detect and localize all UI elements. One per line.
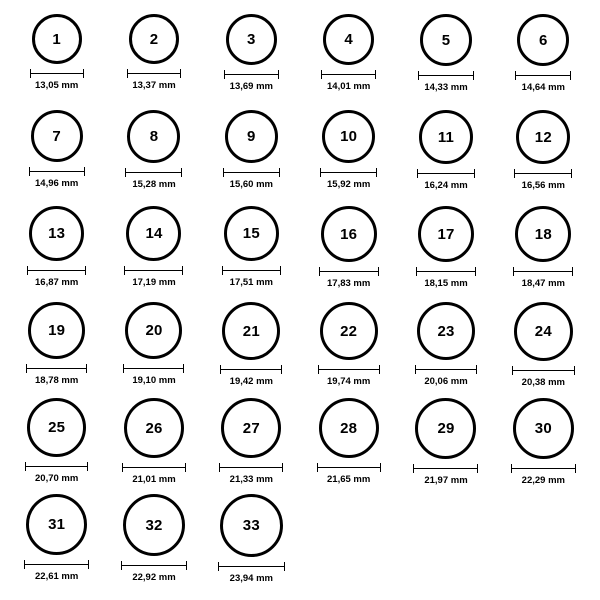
measure-tick-left xyxy=(27,266,28,275)
measure-tick-right xyxy=(181,168,182,177)
ring-size-label: 12 xyxy=(534,128,552,146)
measure-tick-left xyxy=(318,365,319,374)
ring-size-grid xyxy=(8,14,592,590)
ring-size-cell xyxy=(203,110,300,206)
diameter-measure-bar xyxy=(127,69,181,78)
measure-tick-right xyxy=(570,71,571,80)
diameter-measure-bar xyxy=(121,561,187,570)
ring-size-cell xyxy=(300,398,397,494)
measure-tick-left xyxy=(515,71,516,80)
ring-circle xyxy=(517,14,569,66)
diameter-value: 22,29 mm xyxy=(521,475,565,486)
diameter-measure-bar xyxy=(413,464,478,473)
measure-tick-right xyxy=(84,167,85,176)
diameter-measure-bar xyxy=(415,365,477,374)
diameter-value: 19,74 mm xyxy=(327,376,371,387)
ring-circle xyxy=(28,302,85,359)
ring-size-label: 33 xyxy=(242,517,260,534)
ring-circle xyxy=(31,110,83,162)
measure-tick-right xyxy=(572,267,573,276)
measure-tick-right xyxy=(473,71,474,80)
ring-circle xyxy=(127,110,180,163)
measure-tick-right xyxy=(475,267,476,276)
measure-tick-left xyxy=(223,168,224,177)
ring-size-cell xyxy=(495,398,592,494)
diameter-measure-bar xyxy=(416,267,476,276)
diameter-measure-bar xyxy=(218,562,285,571)
ring-size-label: 10 xyxy=(340,128,358,145)
ring-size-cell xyxy=(105,302,202,398)
measure-tick-right xyxy=(380,463,381,472)
diameter-measure-bar xyxy=(29,167,85,176)
measure-line xyxy=(318,369,380,370)
ring-circle xyxy=(124,398,184,458)
ring-size-cell xyxy=(203,494,300,590)
ring-size-label: 26 xyxy=(145,419,163,437)
measure-tick-right xyxy=(85,266,86,275)
ring-size-label: 7 xyxy=(52,127,61,145)
measure-tick-right xyxy=(182,266,183,275)
measure-tick-left xyxy=(319,267,320,276)
diameter-value: 14,64 mm xyxy=(521,82,565,93)
diameter-value: 17,51 mm xyxy=(229,277,273,288)
ring-size-label: 27 xyxy=(242,419,260,437)
ring-size-label: 2 xyxy=(149,30,159,48)
measure-line xyxy=(218,566,285,567)
ring-size-cell xyxy=(8,302,105,398)
measure-tick-right xyxy=(185,463,186,472)
measure-line xyxy=(30,73,84,74)
ring-size-cell xyxy=(397,110,494,206)
ring-circle xyxy=(322,110,375,163)
diameter-measure-bar xyxy=(321,70,376,79)
ring-size-label: 5 xyxy=(441,31,451,49)
ring-size-label: 31 xyxy=(48,516,66,533)
diameter-measure-bar xyxy=(125,168,182,177)
ring-size-label: 25 xyxy=(48,419,66,436)
diameter-value: 22,92 mm xyxy=(132,572,176,583)
ring-size-label: 1 xyxy=(52,30,61,48)
diameter-measure-bar xyxy=(418,71,474,80)
diameter-measure-bar xyxy=(25,462,88,471)
measure-tick-left xyxy=(25,462,26,471)
ring-circle xyxy=(222,302,280,360)
ring-size-label: 11 xyxy=(437,128,455,146)
measure-tick-left xyxy=(30,69,31,78)
diameter-measure-bar xyxy=(122,463,186,472)
ring-circle xyxy=(319,398,379,458)
diameter-value: 18,15 mm xyxy=(424,278,468,289)
ring-size-cell xyxy=(105,110,202,206)
ring-circle xyxy=(221,398,281,458)
measure-line xyxy=(320,172,377,173)
measure-tick-left xyxy=(124,266,125,275)
diameter-value: 21,97 mm xyxy=(424,475,468,486)
ring-circle xyxy=(513,398,574,459)
ring-circle xyxy=(321,206,377,262)
measure-tick-left xyxy=(220,365,221,374)
diameter-value: 19,10 mm xyxy=(132,375,176,386)
measure-tick-left xyxy=(512,366,513,375)
ring-circle xyxy=(225,110,278,163)
diameter-value: 14,01 mm xyxy=(327,81,371,92)
diameter-value: 20,06 mm xyxy=(424,376,468,387)
ring-size-cell xyxy=(397,14,494,110)
ring-circle xyxy=(420,14,472,66)
measure-tick-left xyxy=(24,560,25,569)
measure-tick-left xyxy=(321,70,322,79)
measure-line xyxy=(121,565,187,566)
ring-circle xyxy=(226,14,277,65)
diameter-measure-bar xyxy=(26,364,87,373)
ring-size-label: 19 xyxy=(48,322,66,339)
measure-line xyxy=(223,172,280,173)
ring-size-label: 13 xyxy=(48,225,66,242)
measure-tick-left xyxy=(514,169,515,178)
ring-size-label: 15 xyxy=(242,225,260,242)
measure-tick-right xyxy=(282,463,283,472)
measure-tick-left xyxy=(511,464,512,473)
measure-tick-right xyxy=(180,69,181,78)
measure-line xyxy=(319,271,379,272)
measure-tick-right xyxy=(477,464,478,473)
measure-tick-left xyxy=(125,168,126,177)
measure-line xyxy=(127,73,181,74)
ring-size-label: 29 xyxy=(437,420,455,437)
measure-line xyxy=(222,270,281,271)
diameter-measure-bar xyxy=(417,169,475,178)
measure-tick-left xyxy=(320,168,321,177)
diameter-value: 19,42 mm xyxy=(229,376,273,387)
diameter-value: 20,38 mm xyxy=(521,377,565,388)
ring-circle xyxy=(323,14,374,65)
measure-line xyxy=(24,564,89,565)
ring-size-cell xyxy=(495,206,592,302)
measure-tick-right xyxy=(280,266,281,275)
diameter-measure-bar xyxy=(513,267,573,276)
ring-circle xyxy=(125,302,182,359)
ring-circle xyxy=(320,302,378,360)
measure-tick-right xyxy=(278,70,279,79)
measure-tick-right xyxy=(474,169,475,178)
measure-tick-left xyxy=(218,562,219,571)
ring-size-cell xyxy=(203,302,300,398)
measure-line xyxy=(514,173,572,174)
diameter-measure-bar xyxy=(319,267,379,276)
measure-tick-right xyxy=(281,365,282,374)
ring-size-cell xyxy=(8,206,105,302)
ring-circle xyxy=(29,206,84,261)
ring-size-label: 8 xyxy=(149,128,159,145)
diameter-measure-bar xyxy=(224,70,279,79)
measure-tick-left xyxy=(123,364,124,373)
ring-circle xyxy=(27,398,86,457)
diameter-value: 13,69 mm xyxy=(229,81,273,92)
ring-size-label: 24 xyxy=(534,323,552,340)
measure-tick-left xyxy=(317,463,318,472)
ring-size-cell xyxy=(8,110,105,206)
diameter-value: 17,83 mm xyxy=(327,278,371,289)
diameter-value: 15,92 mm xyxy=(327,179,371,190)
measure-line xyxy=(317,467,381,468)
ring-size-cell xyxy=(105,14,202,110)
measure-line xyxy=(512,370,575,371)
measure-tick-right xyxy=(87,462,88,471)
ring-size-cell xyxy=(8,398,105,494)
diameter-measure-bar xyxy=(320,168,377,177)
diameter-value: 13,05 mm xyxy=(35,80,79,91)
ring-size-cell xyxy=(495,302,592,398)
measure-tick-right xyxy=(476,365,477,374)
diameter-value: 23,94 mm xyxy=(229,573,273,584)
ring-size-cell xyxy=(495,110,592,206)
measure-line xyxy=(513,271,573,272)
measure-tick-left xyxy=(417,169,418,178)
ring-circle xyxy=(415,398,476,459)
ring-size-label: 23 xyxy=(437,322,455,340)
ring-circle xyxy=(224,206,279,261)
diameter-value: 22,61 mm xyxy=(35,571,79,582)
diameter-measure-bar xyxy=(223,168,280,177)
ring-size-cell xyxy=(300,302,397,398)
ring-size-label: 30 xyxy=(534,420,552,437)
ring-size-cell xyxy=(397,398,494,494)
measure-line xyxy=(124,270,183,271)
diameter-measure-bar xyxy=(317,463,381,472)
measure-line xyxy=(417,173,475,174)
measure-tick-left xyxy=(29,167,30,176)
measure-tick-left xyxy=(415,365,416,374)
measure-line xyxy=(418,75,474,76)
measure-line xyxy=(125,172,182,173)
measure-tick-right xyxy=(574,366,575,375)
ring-size-label: 32 xyxy=(145,516,163,534)
measure-line xyxy=(224,74,279,75)
measure-tick-right xyxy=(279,168,280,177)
ring-size-cell xyxy=(105,398,202,494)
measure-tick-right xyxy=(186,561,187,570)
diameter-value: 14,33 mm xyxy=(424,82,468,93)
ring-circle xyxy=(26,494,87,555)
measure-tick-left xyxy=(413,464,414,473)
diameter-measure-bar xyxy=(220,365,282,374)
measure-tick-right xyxy=(571,169,572,178)
diameter-value: 16,87 mm xyxy=(35,277,79,288)
measure-tick-right xyxy=(375,70,376,79)
diameter-measure-bar xyxy=(219,463,283,472)
ring-circle xyxy=(123,494,185,556)
ring-size-label: 6 xyxy=(539,31,548,49)
measure-line xyxy=(122,467,186,468)
measure-tick-left xyxy=(513,267,514,276)
diameter-value: 20,70 mm xyxy=(35,473,79,484)
diameter-value: 21,33 mm xyxy=(229,474,273,485)
diameter-measure-bar xyxy=(514,169,572,178)
ring-circle xyxy=(516,110,570,164)
diameter-value: 15,60 mm xyxy=(229,179,273,190)
measure-tick-right xyxy=(88,560,89,569)
diameter-measure-bar xyxy=(318,365,380,374)
diameter-value: 18,47 mm xyxy=(521,278,565,289)
ring-size-cell xyxy=(397,302,494,398)
diameter-value: 16,56 mm xyxy=(521,180,565,191)
ring-size-label: 21 xyxy=(242,322,260,340)
ring-size-cell xyxy=(300,110,397,206)
ring-size-label: 16 xyxy=(340,225,358,243)
diameter-value: 16,24 mm xyxy=(424,180,468,191)
measure-line xyxy=(26,368,87,369)
measure-line xyxy=(515,75,571,76)
ring-circle xyxy=(417,302,475,360)
ring-circle xyxy=(514,302,573,361)
measure-line xyxy=(219,467,283,468)
measure-tick-left xyxy=(416,267,417,276)
ring-circle xyxy=(418,206,474,262)
ring-size-label: 14 xyxy=(145,225,163,242)
diameter-measure-bar xyxy=(515,71,571,80)
ring-size-cell xyxy=(203,398,300,494)
measure-tick-left xyxy=(121,561,122,570)
ring-size-cell xyxy=(8,14,105,110)
ring-size-cell xyxy=(300,14,397,110)
measure-line xyxy=(511,468,576,469)
ring-size-label: 9 xyxy=(247,128,256,145)
ring-circle xyxy=(32,14,82,64)
diameter-value: 17,19 mm xyxy=(132,277,176,288)
measure-tick-left xyxy=(224,70,225,79)
measure-line xyxy=(220,369,282,370)
diameter-value: 13,37 mm xyxy=(132,80,176,91)
diameter-value: 21,01 mm xyxy=(132,474,176,485)
ring-size-cell xyxy=(105,494,202,590)
ring-size-label: 18 xyxy=(534,225,552,243)
measure-tick-left xyxy=(222,266,223,275)
diameter-measure-bar xyxy=(512,366,575,375)
diameter-measure-bar xyxy=(511,464,576,473)
ring-size-cell xyxy=(203,206,300,302)
ring-circle xyxy=(126,206,181,261)
measure-tick-right xyxy=(379,365,380,374)
ring-size-label: 22 xyxy=(340,322,358,340)
diameter-value: 14,96 mm xyxy=(35,178,79,189)
measure-tick-right xyxy=(284,562,285,571)
measure-tick-right xyxy=(376,168,377,177)
measure-tick-left xyxy=(122,463,123,472)
measure-tick-left xyxy=(127,69,128,78)
diameter-measure-bar xyxy=(24,560,89,569)
ring-circle xyxy=(220,494,283,557)
measure-tick-left xyxy=(418,71,419,80)
measure-line xyxy=(25,466,88,467)
ring-size-label: 3 xyxy=(247,31,256,48)
measure-tick-right xyxy=(183,364,184,373)
ring-size-cell xyxy=(495,14,592,110)
ring-size-label: 17 xyxy=(437,225,455,243)
ring-size-cell xyxy=(105,206,202,302)
diameter-measure-bar xyxy=(27,266,86,275)
diameter-measure-bar xyxy=(30,69,84,78)
ring-size-cell xyxy=(8,494,105,590)
measure-tick-right xyxy=(83,69,84,78)
measure-line xyxy=(321,74,376,75)
measure-tick-right xyxy=(378,267,379,276)
measure-line xyxy=(416,271,476,272)
ring-size-label: 28 xyxy=(340,419,358,437)
measure-tick-right xyxy=(575,464,576,473)
diameter-measure-bar xyxy=(124,266,183,275)
diameter-value: 15,28 mm xyxy=(132,179,176,190)
diameter-value: 18,78 mm xyxy=(35,375,79,386)
measure-line xyxy=(123,368,184,369)
measure-tick-left xyxy=(26,364,27,373)
measure-line xyxy=(27,270,86,271)
measure-line xyxy=(415,369,477,370)
measure-line xyxy=(29,171,85,172)
ring-circle xyxy=(419,110,473,164)
diameter-measure-bar xyxy=(222,266,281,275)
ring-size-cell xyxy=(203,14,300,110)
ring-circle xyxy=(129,14,179,64)
ring-size-cell xyxy=(397,206,494,302)
diameter-measure-bar xyxy=(123,364,184,373)
ring-size-cell xyxy=(300,206,397,302)
measure-line xyxy=(413,468,478,469)
ring-size-label: 20 xyxy=(145,322,163,339)
ring-circle xyxy=(515,206,571,262)
ring-size-label: 4 xyxy=(344,31,353,48)
diameter-value: 21,65 mm xyxy=(327,474,371,485)
measure-tick-left xyxy=(219,463,220,472)
measure-tick-right xyxy=(86,364,87,373)
